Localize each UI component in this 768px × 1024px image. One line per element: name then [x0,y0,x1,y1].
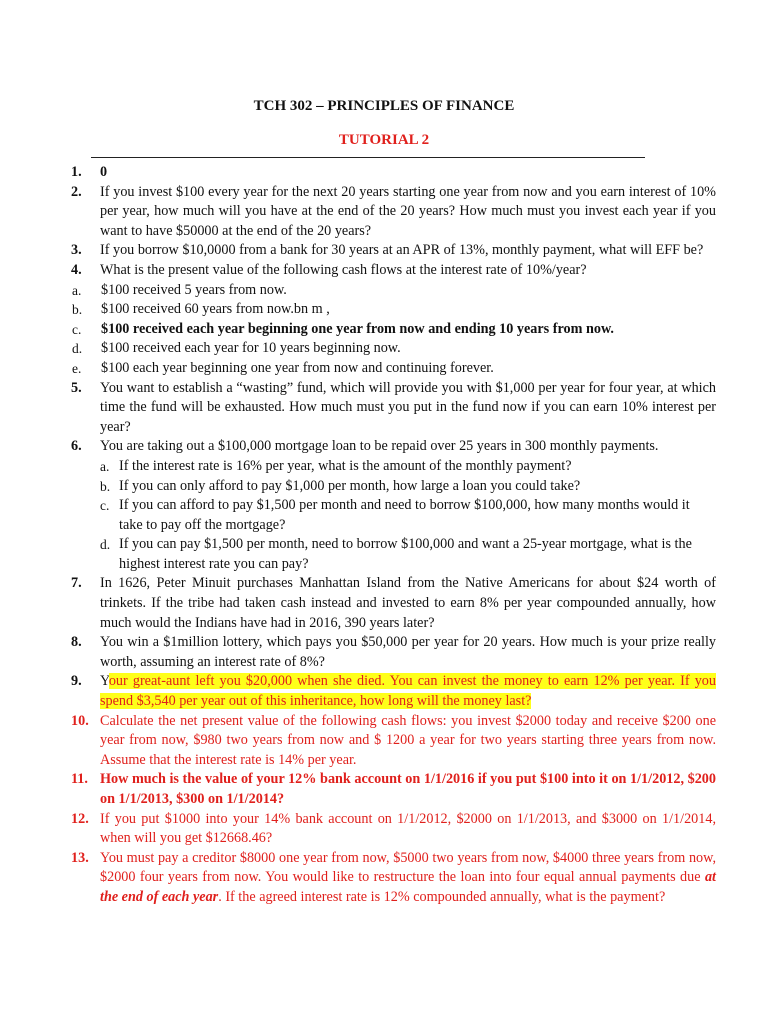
question-5 [71,379,716,438]
question-6 [71,437,716,574]
question-number: 11. [71,771,88,788]
question-text: You want to establish a “wasting” fund, which will provide you with $1,000 per year for four year, at which time the fund will be exhausted. How much must you put in the fund now if you can earn 10% interest per year? [100,379,716,435]
question-text: If you borrow $10,0000 from a bank for 30 years at an APR of 13%, monthly payment, what will EFF be? [100,242,704,259]
item-letter: d. [72,341,83,357]
question-number: 9. [71,673,82,690]
question-6-item-c [100,496,716,535]
question-number: 13. [71,849,89,866]
item-letter: a. [72,282,82,298]
question-text: Calculate the net present value of the following cash flows: you invest $2000 today and receive $200 one year from now, $980 two years from now and $ 1200 a year for two years starting three years from now. Assume that the interest rate is 14% per year. [100,712,716,768]
question-text-part: You must pay a creditor $8000 one year from now, $5000 two years from now, $4000 three years from now, $2000 four years from now. You would like to restructure the loan into four equal annual payments due [100,849,716,886]
question-number: 7. [71,575,82,592]
question-text: You win a $1million lottery, which pays you $50,000 per year for 20 years. How much is your prize really worth, assuming an interest rate of 8%? [100,634,716,670]
item-text: $100 each year beginning one year from now and continuing forever. [101,359,494,376]
item-text: $100 received 60 years from now.bn m , [101,301,330,318]
question-list [71,163,716,908]
question-4-item-d [71,339,716,359]
question-4 [71,261,716,281]
item-text: If you can only afford to pay $1,000 per month, how large a loan you could take? [119,477,581,494]
question-number: 10. [71,712,89,729]
item-letter: b. [100,478,111,494]
question-text: 0 [100,164,108,180]
question-4-item-b [71,300,716,320]
item-text: $100 received each year beginning one year from now and ending 10 years from now. [101,320,614,337]
question-6-item-b [100,477,716,497]
question-number: 12. [71,810,89,827]
item-text: $100 received each year for 10 years beginning now. [101,340,401,357]
question-2 [71,183,716,242]
question-1 [71,163,716,183]
question-8 [71,633,716,672]
question-text: You are taking out a $100,000 mortgage loan to be repaid over 25 years in 300 monthly payments. [100,438,659,455]
question-12 [71,810,716,849]
question-first-letter: Y [100,673,109,690]
question-text: How much is the value of your 12% bank account on 1/1/2016 if you put $100 into it on 1/1/2012, $200 on 1/1/2013, $300 on 1/1/2014? [100,771,716,807]
question-body [100,849,716,908]
question-number: 2. [71,183,82,200]
question-6-item-d [100,535,716,574]
item-letter: a. [100,458,110,474]
course-title: TCH 302 – PRINCIPLES OF FINANCE [253,98,515,114]
title-divider [91,157,645,158]
question-9 [71,672,716,711]
item-text: $100 received 5 years from now. [101,281,287,298]
item-letter: c. [100,498,110,514]
question-body [100,672,716,711]
item-letter: e. [72,360,82,376]
emphasized-phrase: at the end of each year [100,869,716,905]
question-number: 5. [71,379,82,396]
item-letter: c. [72,321,82,337]
tutorial-title: TUTORIAL 2 [338,132,430,148]
item-text: If the interest rate is 16% per year, what is the amount of the monthly payment? [119,457,572,474]
question-text: What is the present value of the following cash flows at the interest rate of 10%/year? [100,261,587,278]
question-body [100,437,716,574]
question-6-item-a [100,457,716,477]
question-number: 8. [71,634,82,651]
question-number: 1. [71,164,82,180]
question-4-item-e [71,359,716,379]
question-3 [71,241,716,261]
question-4-item-c [71,320,716,340]
question-10 [71,712,716,771]
question-7 [71,574,716,633]
question-number: 6. [71,438,82,455]
item-letter: b. [72,302,83,318]
question-text-part: . If the agreed interest rate is 12% compounded annually, what is the payment? [218,888,666,905]
item-letter: d. [100,537,111,553]
question-13 [71,849,716,908]
question-11 [71,770,716,809]
question-text: If you invest $100 every year for the next 20 years starting one year from now and you earn interest of 10% per year, how much will you have at the end of the 20 years? How much must you invest each year if you want to have $50000 at the end of the 20 years? [100,183,716,239]
question-number: 3. [71,242,82,259]
question-text: If you put $1000 into your 14% bank account on 1/1/2012, $2000 on 1/1/2013, and $3000 on 1/1/2014, when will you get $12668.46? [100,810,716,847]
item-text: If you can pay $1,500 per month, need to borrow $100,000 and want a 25-year mortgage, what is the highest interest rate you can pay? [119,536,692,572]
item-text: If you can afford to pay $1,500 per month and need to borrow $100,000, how many months would it take to pay off the mortgage? [119,497,690,533]
question-number: 4. [71,261,82,278]
highlighted-question-text: our great-aunt left you $20,000 when she died. You can invest the money to earn 12% per year. If you spend $3,540 per year out of this inheritance, how long will the money last? [100,673,716,710]
question-text: In 1626, Peter Minuit purchases Manhattan Island from the Native Americans for about $24 worth of trinkets. If the tribe had taken cash instead and invested to earn 8% per year compounded annually, how much would the Indians have had in 2016, 390 years later? [100,575,716,631]
question-4-item-a [71,281,716,301]
